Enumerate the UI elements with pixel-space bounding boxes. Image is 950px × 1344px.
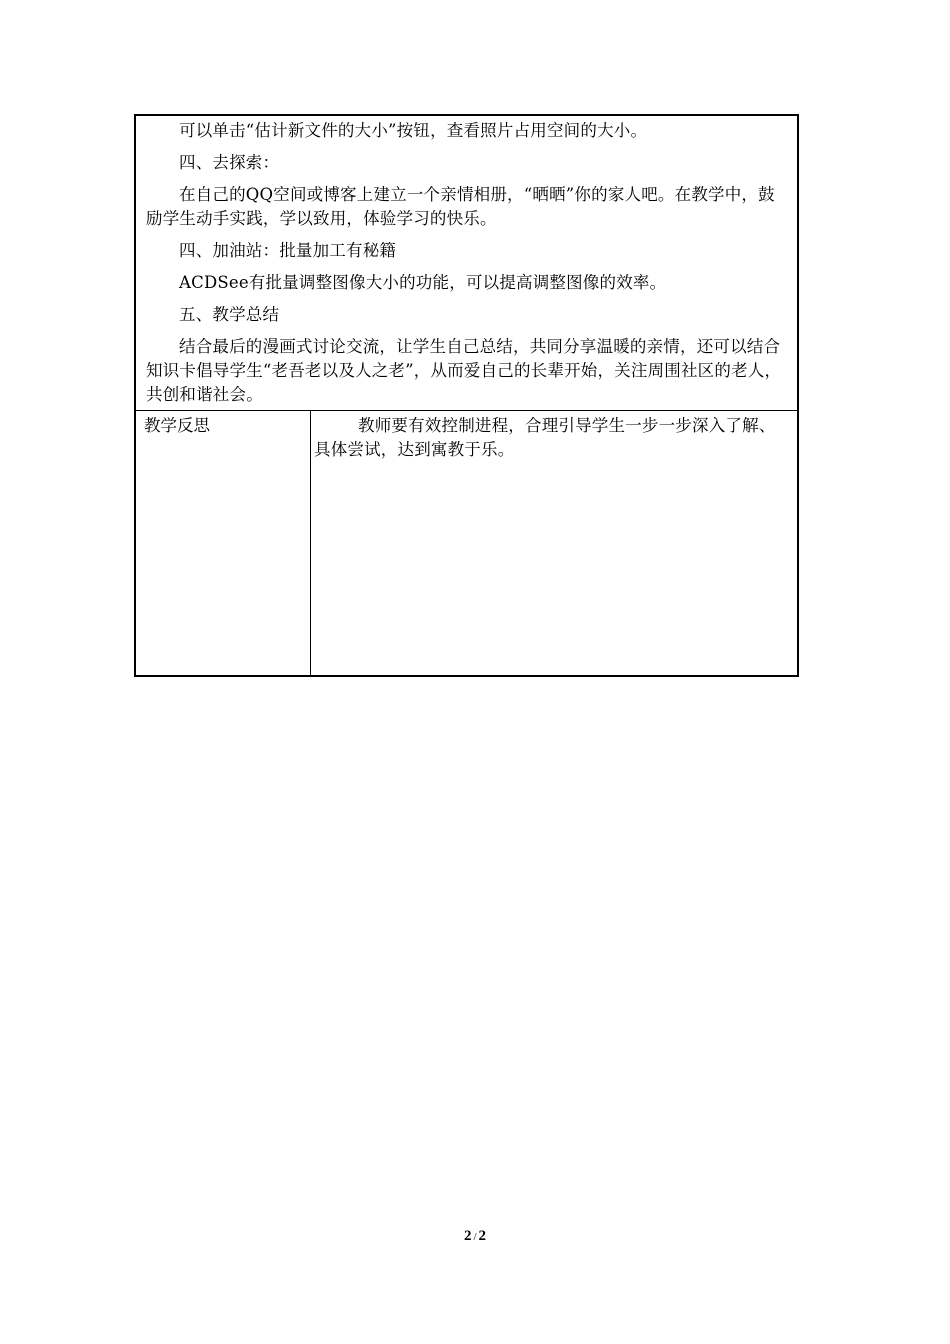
- reflection-label: 教学反思: [136, 411, 311, 675]
- reflection-text: 教师要有效控制进程，合理引导学生一步一步深入了解、具体尝试，达到寓教于乐。: [314, 416, 776, 459]
- content-paragraph: 结合最后的漫画式讨论交流，让学生自己总结，共同分享温暖的亲情，还可以结合知识卡倡导学生“老吾老以及人之老”，从而爱自己的长辈开始，关注周围社区的老人，共创和谐社会。: [146, 337, 782, 404]
- section-heading: 四、加油站：批量加工有秘籍: [179, 241, 397, 260]
- content-paragraph: ACDSee有批量调整图像大小的功能，可以提高调整图像的效率。: [179, 273, 667, 292]
- reflection-cell: [311, 411, 797, 675]
- page-number: [0, 1228, 950, 1245]
- section-heading: 五、教学总结: [179, 305, 280, 324]
- section-heading: 四、去探索：: [179, 153, 280, 172]
- reflection-row: [136, 411, 797, 675]
- total-pages: 2: [478, 1228, 487, 1244]
- lesson-content-cell: [136, 116, 797, 411]
- content-paragraph: 可以单击“估计新文件的大小”按钮，查看照片占用空间的大小。: [179, 121, 648, 140]
- content-paragraph: 在自己的QQ空间或博客上建立一个亲情相册，“晒晒”你的家人吧。在教学中，鼓励学生动手实践，学以致用，体验学习的快乐。: [146, 185, 775, 228]
- current-page: 2: [463, 1228, 472, 1244]
- page-separator: /: [473, 1231, 477, 1243]
- lesson-table: [134, 114, 799, 677]
